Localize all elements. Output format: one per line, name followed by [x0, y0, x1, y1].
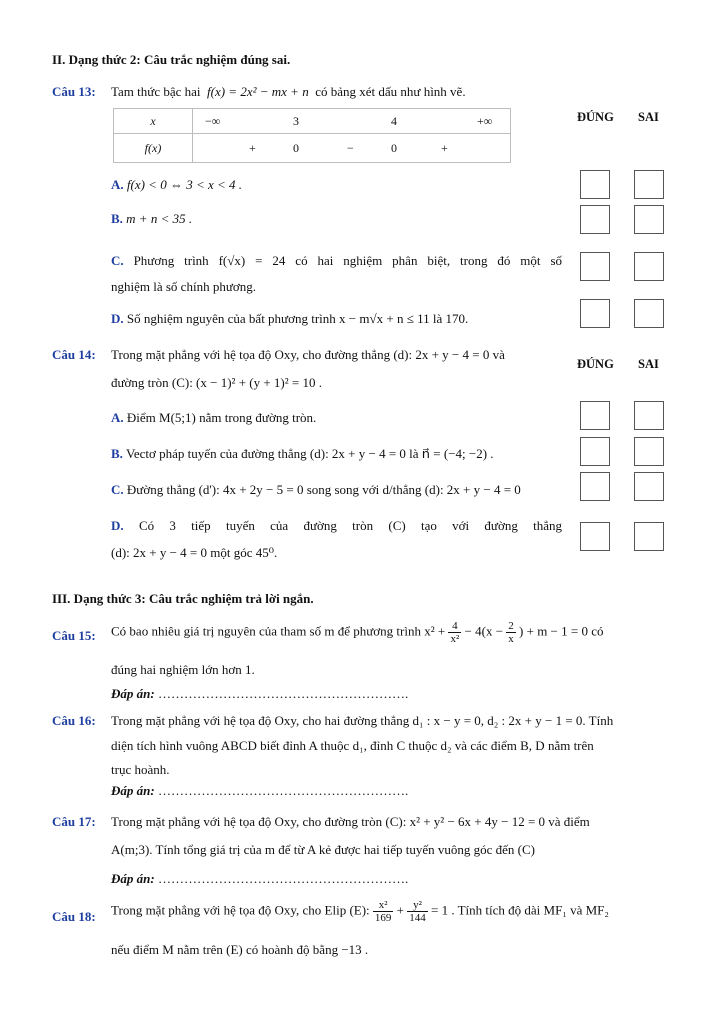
- option-a-text: f(x) < 0 ⇔ 3 < x < 4 .: [126, 177, 243, 192]
- stem-text-2: có bảng xét dấu như hình vẽ.: [315, 84, 466, 99]
- q13-option-b: [111, 211, 192, 227]
- question-16-stem-line2: diện tích hình vuông ABCD biết đỉnh A thuộc d₁, đỉnh C thuộc d₂ và các điểm B, D nằm trên: [111, 738, 594, 753]
- q13-option-d: [111, 311, 468, 327]
- fraction-4-over-x2: [448, 620, 461, 645]
- sign-table: [113, 108, 511, 163]
- question-18-stem-line2: nếu điểm M nằm trên (E) có hoành độ bằng −13 .: [111, 942, 369, 957]
- q14-b-false-checkbox[interactable]: [634, 437, 664, 466]
- q13-d-true-checkbox[interactable]: [580, 299, 610, 328]
- q13-a-false-checkbox[interactable]: [634, 170, 664, 199]
- q13-option-c-line2: nghiệm là số chính phương.: [111, 279, 256, 294]
- q14-c-true-checkbox[interactable]: [580, 472, 610, 501]
- sign-table-fx-row: [114, 134, 511, 163]
- denominator: 144: [409, 912, 426, 924]
- option-d-tag: D.: [111, 311, 124, 326]
- q13-b-false-checkbox[interactable]: [634, 205, 664, 234]
- question-16-stem-line1: Trong mặt phẳng với hệ tọa độ Oxy, cho hai đường thẳng d₁ : x − y = 0, d₂ : 2x + y − 1 = 0. Tính: [111, 713, 614, 728]
- q13-c-true-checkbox[interactable]: [580, 252, 610, 281]
- q13-option-a: [111, 177, 242, 193]
- numerator: 4: [448, 620, 461, 633]
- stem-part-1: Có bao nhiêu giá trị nguyên của tham số m để phương trình x² +: [111, 623, 446, 639]
- q14-a-true-checkbox[interactable]: [580, 401, 610, 430]
- option-c-tag: C.: [111, 482, 124, 497]
- q14-d-false-checkbox[interactable]: [634, 522, 664, 551]
- section-2-heading: II. Dạng thức 2: Câu trắc nghiệm đúng sai.: [52, 52, 291, 67]
- answer-line-15: [111, 686, 408, 702]
- option-d-tag: D.: [111, 518, 124, 533]
- sign-values-cell: [193, 134, 511, 163]
- stem-part-2: − 4(x −: [464, 623, 504, 639]
- sign-zero-1: 0: [293, 141, 299, 155]
- x-values-cell: [193, 109, 511, 134]
- option-a-tag: A.: [111, 177, 124, 192]
- denominator: x²: [450, 633, 460, 645]
- col-false-header-13: SAI: [638, 110, 659, 124]
- answer-label: Đáp án:: [111, 686, 155, 701]
- stem-formula: f(x) = 2x² − mx + n: [207, 84, 309, 99]
- answer-label: Đáp án:: [111, 871, 155, 886]
- col-true-header-14: ĐÚNG: [577, 357, 614, 371]
- answer-dots: ………………………………………………….: [157, 783, 409, 798]
- x-three: 3: [293, 114, 299, 128]
- question-18-stem-line1: [111, 899, 609, 924]
- numerator: 2: [508, 620, 514, 632]
- answer-label: Đáp án:: [111, 783, 155, 798]
- q14-option-d-line1: [111, 518, 562, 534]
- sign-minus: −: [347, 141, 354, 155]
- numerator: y²: [407, 899, 428, 912]
- q14-option-c: [111, 482, 521, 498]
- answer-dots: ………………………………………………….: [157, 686, 409, 701]
- question-13-number: Câu 13:: [52, 84, 96, 99]
- denominator: x: [508, 633, 514, 645]
- question-15-number: Câu 15:: [52, 628, 96, 643]
- q14-option-b: [111, 446, 494, 462]
- q13-b-true-checkbox[interactable]: [580, 205, 610, 234]
- option-d-text: Có 3 tiếp tuyến của đường tròn (C) tạo với đường thẳng: [138, 518, 563, 533]
- option-c-text: Đường thẳng (d'): 4x + 2y − 5 = 0 song song với d/thẳng (d): 2x + y − 4 = 0: [126, 482, 521, 497]
- question-17-number: Câu 17:: [52, 814, 96, 829]
- option-c-text: Phương trình f(√x) = 24 có hai nghiệm phân biệt, trong đó một số: [133, 253, 562, 268]
- stem-text: Tam thức bậc hai: [111, 84, 201, 99]
- plus-sign: +: [396, 902, 404, 918]
- question-14-stem-line1: Trong mặt phẳng với hệ tọa độ Oxy, cho đường thẳng (d): 2x + y − 4 = 0 và: [111, 347, 505, 362]
- col-true-header-13: ĐÚNG: [577, 110, 614, 124]
- sign-plus-2: +: [441, 141, 448, 155]
- answer-dots: ………………………………………………….: [157, 871, 409, 886]
- q13-d-false-checkbox[interactable]: [634, 299, 664, 328]
- q14-option-a: [111, 410, 316, 426]
- question-14-number: Câu 14:: [52, 347, 96, 362]
- sign-zero-2: 0: [391, 141, 397, 155]
- x-label: x: [114, 109, 193, 134]
- numerator: x²: [373, 899, 394, 912]
- fraction-2-over-x: [506, 620, 516, 645]
- q14-option-d-line2: (d): 2x + y − 4 = 0 một góc 45⁰.: [111, 545, 278, 560]
- option-b-text: Vectơ pháp tuyến của đường thẳng (d): 2x + y − 4 = 0 là n⃗ = (−4; −2) .: [125, 446, 494, 461]
- option-d-text: Số nghiệm nguyên của bất phương trình x − m√x + n ≤ 11 là 170.: [126, 311, 469, 326]
- option-b-tag: B.: [111, 446, 123, 461]
- option-a-text: Điểm M(5;1) nằm trong đường tròn.: [126, 410, 317, 425]
- q14-a-false-checkbox[interactable]: [634, 401, 664, 430]
- q14-c-false-checkbox[interactable]: [634, 472, 664, 501]
- q13-c-false-checkbox[interactable]: [634, 252, 664, 281]
- question-17-stem-line1: Trong mặt phẳng với hệ tọa độ Oxy, cho đường tròn (C): x² + y² − 6x + 4y − 12 = 0 và điểm: [111, 814, 590, 829]
- question-15-stem-line1: [111, 620, 604, 645]
- option-a-tag: A.: [111, 410, 124, 425]
- stem-part-3: ) + m − 1 = 0 có: [519, 623, 604, 639]
- option-b-text: m + n < 35 .: [126, 211, 193, 226]
- answer-line-16: [111, 783, 408, 799]
- x-pos-inf: +∞: [477, 114, 493, 128]
- question-17-stem-line2: A(m;3). Tính tổng giá trị của m để từ A kẻ được hai tiếp tuyến vuông góc đến (C): [111, 842, 536, 857]
- stem-part-2: = 1 . Tính tích độ dài MF₁ và MF₂: [431, 902, 609, 918]
- q13-a-true-checkbox[interactable]: [580, 170, 610, 199]
- q14-b-true-checkbox[interactable]: [580, 437, 610, 466]
- sign-plus-1: +: [249, 141, 256, 155]
- fraction-y2-over-144: [407, 899, 428, 924]
- section-3-heading: III. Dạng thức 3: Câu trắc nghiệm trả lời ngắn.: [52, 591, 314, 606]
- denominator: 169: [374, 912, 392, 924]
- question-16-stem-line3: trục hoành.: [111, 762, 170, 777]
- sign-table-x-row: [114, 109, 511, 134]
- option-c-tag: C.: [111, 253, 124, 268]
- question-13-stem: [111, 84, 466, 100]
- x-neg-inf: −∞: [205, 114, 221, 128]
- fx-label: f(x): [114, 134, 193, 163]
- question-14-stem-line2: đường tròn (C): (x − 1)² + (y + 1)² = 10 .: [111, 375, 322, 390]
- x-four: 4: [391, 114, 397, 128]
- answer-line-17: [111, 871, 408, 887]
- question-18-number: Câu 18:: [52, 909, 96, 924]
- q14-d-true-checkbox[interactable]: [580, 522, 610, 551]
- q13-option-c-line1: [111, 253, 562, 269]
- stem-part-1: Trong mặt phẳng với hệ tọa độ Oxy, cho Elip (E):: [111, 902, 370, 918]
- col-false-header-14: SAI: [638, 357, 659, 371]
- fraction-x2-over-169: [373, 899, 394, 924]
- question-15-stem-line2: đúng hai nghiệm lớn hơn 1.: [111, 662, 255, 677]
- option-b-tag: B.: [111, 211, 123, 226]
- question-16-number: Câu 16:: [52, 713, 96, 728]
